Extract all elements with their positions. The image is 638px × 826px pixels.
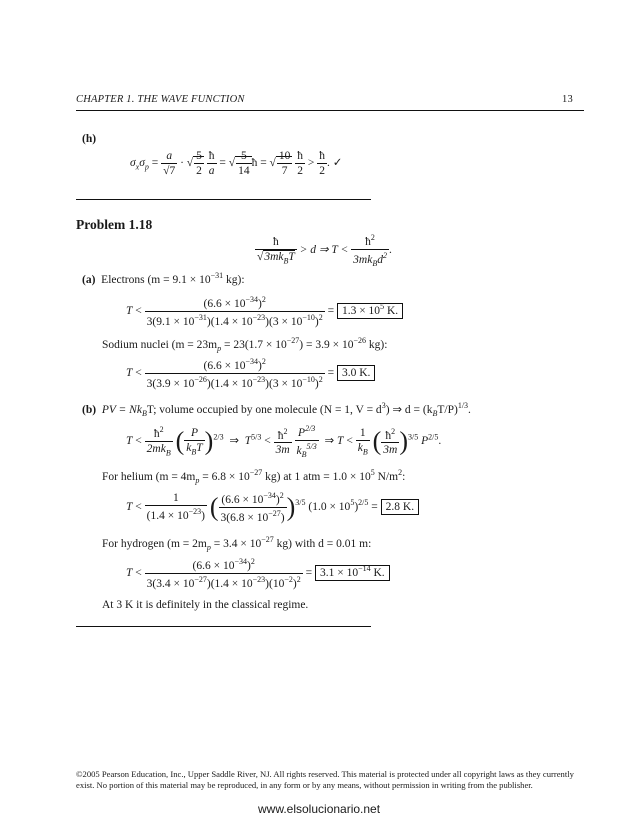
- electrons-line: (a) Electrons ($m = 9.1 \times 10^{-31}$ kg):: [82, 271, 245, 286]
- part-h-label: (h): [82, 133, 97, 145]
- helium-equation: T < $\frac{1}{(1.4 \times 10^{-23})}$ ( $\frac{(6.6 \times 10^{-34})^2}{3(6.8 \times 10^{-27})}$ )$^{3/5}$ $(1.0 \times 10^5)^{2/5} = 2.8$ K.: [126, 491, 419, 524]
- hydrogen-result: $3.1 \times 10^{-14}$ K.: [315, 565, 390, 581]
- problem-title: Problem 1.18: [76, 217, 153, 232]
- source-link[interactable]: www.elsolucionario.net: [258, 802, 381, 816]
- copyright-notice: ©2005 Pearson Education, Inc., Upper Saddle River, NJ. All rights reserved. This material is protected under all copyright laws as they currently exist. No portion of this material may be reproduced, in any form or by any means, without permission in writing from the publisher.: [76, 769, 574, 790]
- conclusion-text: At 3 K it is definitely in the classical regime.: [102, 599, 309, 611]
- part-b-intro: (b) PV = $Nk_BT$; volume occupied by one molecule (N = 1, $V = d^3$) ⇒ $d = (k_BT/P)^{1/3}$.: [82, 401, 471, 419]
- header-rule: [76, 110, 584, 111]
- electrons-result: $1.3 \times 10^5$ K.: [337, 303, 403, 319]
- hydrogen-line: For hydrogen ($m = 2m_p = 3.4 \times 10^{-27}$ kg) with d = 0.01 m:: [102, 535, 372, 553]
- chapter-header: CHAPTER 1. THE WAVE FUNCTION: [76, 94, 245, 105]
- criterion-equation: $\frac{ħ}{√3mk_BT}$ > d ⇒ T < $\frac{ħ^2}{3mk_Bd^2}$ .: [257, 233, 392, 268]
- page-number: 13: [562, 94, 573, 105]
- section-divider-top: [76, 199, 371, 200]
- checkmark-icon: ✓: [332, 157, 343, 170]
- helium-result: 2.8 K.: [381, 499, 419, 515]
- sodium-equation: T < $\frac{(6.6 \times 10^{-34})^2}{3(3.9 \times 10^{-26})(1.4 \times 10^{-23})(3 \times 10^{-10})^2}$ = 3.0 K.: [126, 357, 375, 390]
- part-b-derivation: T < $\frac{ħ^2}{2mk_B}$ ( $\frac{P}{k_BT}$ )$^{2/3}$ ⇒ $T^{5/3}$ < $\frac{ħ^2}{3m}$ $\frac{P^{2/3}}{k_B^{5/3}}$ ⇒ T < $\frac{1}{k_B}$ ( $\frac{ħ^2}{3m}$ )$^{3/5}$ $P^{2/5}$.: [126, 424, 442, 459]
- sodium-line: Sodium nuclei ($m = 23m_p = 23(1.7 \times 10^{-27}) = 3.9 \times 10^{-26}$ kg):: [102, 336, 388, 354]
- hydrogen-equation: T < $\frac{(6.6 \times 10^{-34})^2}{3(3.4 \times 10^{-27})(1.4 \times 10^{-23})(10^{-2})^2}$ = $3.1 \times 10^{-14}$ K.: [126, 557, 390, 590]
- electrons-equation: T < $\frac{(6.6 \times 10^{-34})^2}{3(9.1 \times 10^{-31})(1.4 \times 10^{-23})(3 \times 10^{-10})^2}$ = $1.3 \times 10^5$ K.: [126, 295, 403, 328]
- section-divider-bottom: [76, 626, 371, 627]
- part-h-equation: $\sigma_x\sigma_p$ = $\frac{a}{√7}$ · √ $\frac{5}{2}$ $\frac{ħ}{a}$ = √ $\frac{5}{14}$ ħ = √ $\frac{10}{7}$ $\frac{ħ}{2}$ > $\frac{ħ}{2}$ . ✓: [130, 150, 343, 177]
- sodium-result: 3.0 K.: [337, 365, 375, 381]
- helium-line: For helium ($m = 4m_p = 6.8 \times 10^{-27}$ kg) at 1 atm = $1.0 \times 10^5$ $N/m^2$:: [102, 468, 406, 486]
